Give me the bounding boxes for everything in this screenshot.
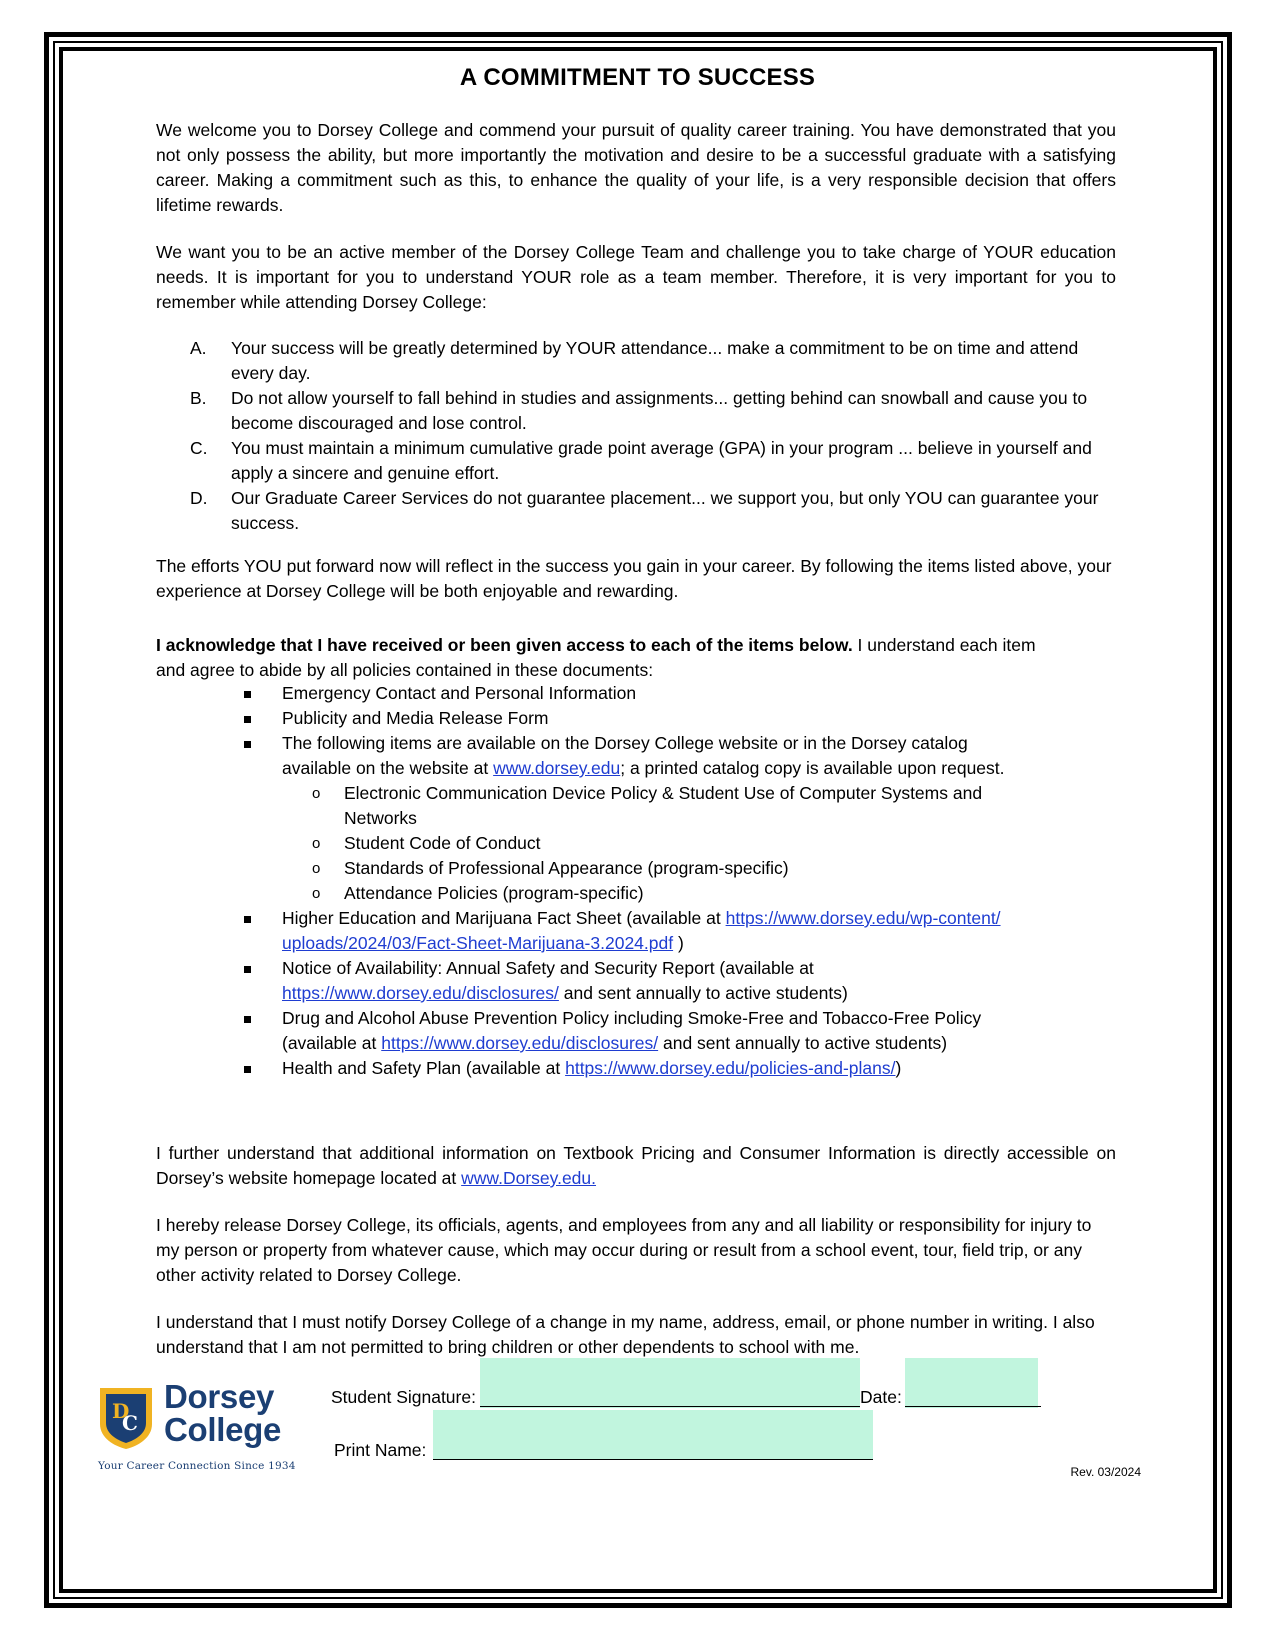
circle-bullet-icon: o — [312, 885, 321, 902]
list-text: Attendance Policies (program-specific) — [344, 883, 644, 903]
list-item — [190, 336, 1100, 386]
list-item — [240, 681, 1040, 706]
square-bullet-icon — [244, 1016, 251, 1023]
student-signature-label: Student Signature: — [331, 1387, 476, 1407]
ack-bold: I acknowledge that I have received or been given access to each of the items below. — [156, 635, 853, 655]
list-item — [240, 906, 1002, 956]
dorsey-website-link[interactable]: www.dorsey.edu — [493, 758, 621, 778]
notify-section — [156, 1310, 1116, 1360]
dorsey-homepage-link[interactable]: www.Dorsey.edu. — [461, 1168, 597, 1188]
square-bullet-icon — [244, 691, 251, 698]
disclosures-link[interactable]: https://www.dorsey.edu/disclosures/ — [381, 1033, 659, 1053]
list-text: Drug and Alcohol Abuse Prevention Policy including Smoke-Free and Tobacco-Free Policy (available at — [282, 1008, 982, 1053]
date-underline — [905, 1406, 1041, 1407]
further-text: I further understand that additional information on Textbook Pricing and Consumer Information is directly accessible on Dorsey’s website homepage located at — [156, 1143, 1116, 1188]
list-item — [240, 731, 1040, 781]
ack-rest: I understand each item and agree to abide by all policies contained in these documents: — [156, 635, 1036, 680]
list-text: You must maintain a minimum cumulative grade point average (GPA) in your program ... believe in yourself and apply a sincere and genuine effort. — [231, 438, 1092, 483]
logo-tagline: Your Career Connection Since 1934 — [98, 1460, 296, 1472]
revision-label: Rev. 03/2024 — [1070, 1465, 1141, 1479]
notify-paragraph: I understand that I must notify Dorsey College of a change in my name, address, email, or phone number in writing. I also understand that I am not permitted to bring children or other dependents to school with me. — [156, 1312, 1095, 1357]
list-text: Standards of Professional Appearance (program-specific) — [344, 858, 789, 878]
logo-line-2: College — [164, 1411, 282, 1448]
list-item — [240, 706, 1040, 731]
page-title: A COMMITMENT TO SUCCESS — [459, 64, 816, 91]
list-text: ) — [895, 1058, 902, 1078]
print-name-label: Print Name: — [334, 1440, 427, 1460]
list-text: Publicity and Media Release Form — [282, 708, 549, 728]
list-item — [190, 486, 1100, 536]
list-item — [190, 436, 1100, 486]
intro-section-2 — [156, 240, 1116, 315]
sub-list-item — [312, 831, 1040, 856]
list-item — [190, 386, 1100, 436]
list-text: and sent annually to active students) — [558, 983, 848, 1003]
sub-list-item — [312, 881, 1040, 906]
square-bullet-icon — [244, 966, 251, 973]
list-text: Student Code of Conduct — [344, 833, 541, 853]
list-text: Higher Education and Marijuana Fact Sheet (available at — [282, 908, 726, 928]
circle-bullet-icon: o — [312, 860, 321, 877]
list-text: ) — [673, 933, 684, 953]
sub-list — [240, 781, 1040, 906]
acknowledgement — [156, 633, 1056, 683]
list-text: ; a printed catalog copy is available upon request. — [620, 758, 1005, 778]
dorsey-college-logo — [98, 1378, 296, 1472]
print-name-field[interactable] — [433, 1410, 873, 1460]
print-name-underline — [433, 1459, 873, 1460]
marijuana-fact-sheet-link[interactable]: https://www.dorsey.edu/wp-content/uploads/2024/03/Fact-Sheet-Marijuana-3.2024.pdf — [282, 908, 1001, 953]
release-paragraph: I hereby release Dorsey College, its officials, agents, and employees from any and all liability or responsibility for injury to my person or property from whatever cause, which may occur during or result from a school event, tour, field trip, or any other activity related to Dorsey College. — [156, 1215, 1092, 1285]
efforts-section — [156, 554, 1116, 604]
list-text: Your success will be greatly determined by YOUR attendance... make a commitment to be on time and attend every day. — [231, 338, 1079, 383]
dc-shield-icon — [98, 1386, 154, 1450]
list-letter: A. — [190, 338, 207, 358]
circle-bullet-icon: o — [312, 785, 321, 802]
disclosures-link[interactable]: https://www.dorsey.edu/disclosures/ — [282, 983, 559, 1003]
square-bullet-icon — [244, 916, 251, 923]
list-text: and sent annually to active students) — [658, 1033, 948, 1053]
list-letter: C. — [190, 438, 208, 458]
svg-text:C: C — [122, 1411, 138, 1435]
intro-paragraph-2: We want you to be an active member of the Dorsey College Team and challenge you to take charge of YOUR education needs. It is important for you to understand YOUR role as a team member. Therefore, it is very important for you to remember while attending Dorsey College: — [156, 242, 1116, 312]
sub-list-item — [312, 856, 1040, 881]
intro-section — [156, 118, 1116, 218]
list-text: Do not allow yourself to fall behind in studies and assignments... getting behind can snowball and cause you to become discouraged and lose control. — [231, 388, 1088, 433]
document-list — [240, 681, 1040, 1081]
list-text: Our Graduate Career Services do not guarantee placement... we support you, but only YOU can guarantee your success. — [231, 488, 1099, 533]
list-text: Emergency Contact and Personal Information — [282, 683, 637, 703]
logo-line-1: Dorsey — [164, 1378, 275, 1415]
signature-underline — [480, 1406, 860, 1407]
circle-bullet-icon: o — [312, 835, 321, 852]
square-bullet-icon — [244, 1066, 251, 1073]
list-text: Notice of Availability: Annual Safety and Security Report (available at — [282, 958, 814, 978]
list-text: Health and Safety Plan (available at — [282, 1058, 566, 1078]
sub-list-item — [312, 781, 984, 831]
date-field[interactable] — [905, 1358, 1038, 1408]
further-section — [156, 1141, 1116, 1191]
release-section — [156, 1213, 1116, 1288]
square-bullet-icon — [244, 716, 251, 723]
square-bullet-icon — [244, 741, 251, 748]
date-label: Date: — [860, 1387, 902, 1407]
commitment-list — [190, 336, 1100, 536]
efforts-paragraph: The efforts YOU put forward now will reflect in the success you gain in your career. By following the items listed above, your experience at Dorsey College will be both enjoyable and rewarding. — [156, 556, 1112, 601]
list-letter: D. — [190, 488, 208, 508]
list-text: The following items are available on the Dorsey College website or in the Dorsey catalog available on the website at — [282, 733, 968, 778]
policies-and-plans-link[interactable]: https://www.dorsey.edu/policies-and-plans/ — [565, 1058, 896, 1078]
list-item — [240, 1006, 1040, 1056]
list-letter: B. — [190, 388, 207, 408]
student-signature-field[interactable] — [480, 1358, 860, 1408]
logo-wordmark — [164, 1380, 281, 1446]
intro-paragraph-1: We welcome you to Dorsey College and commend your pursuit of quality career training. You have demonstrated that you not only possess the ability, but more importantly the motivation and desire to be a successful graduate with a satisfying career. Making a commitment such as this, to enhance the quality of your life, is a very responsible decision that offers lifetime rewards. — [156, 120, 1116, 215]
list-item — [240, 1056, 1040, 1081]
list-text: Electronic Communication Device Policy & Student Use of Computer Systems and Networks — [344, 783, 983, 828]
svg-text:D: D — [112, 1399, 130, 1423]
list-item — [240, 956, 932, 1006]
